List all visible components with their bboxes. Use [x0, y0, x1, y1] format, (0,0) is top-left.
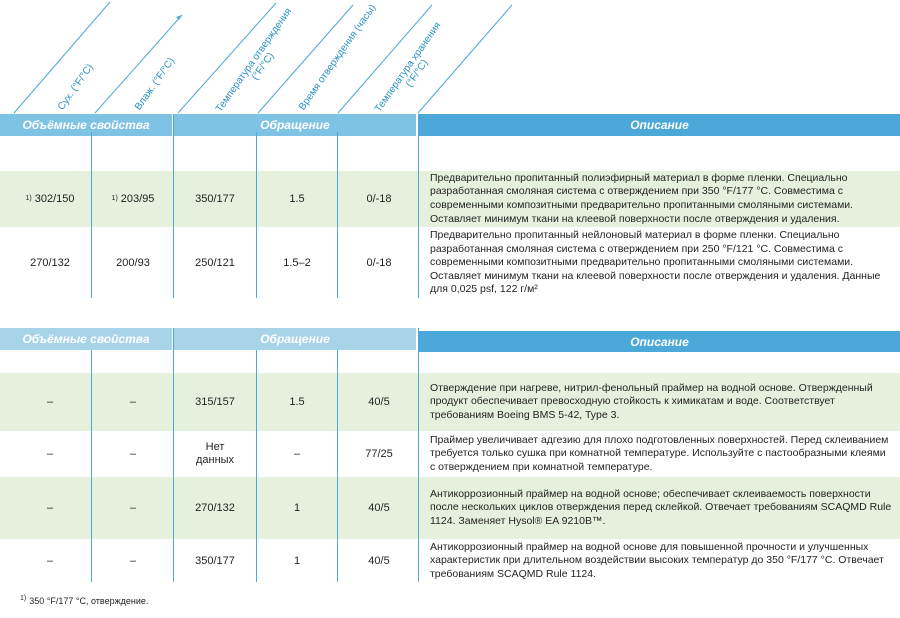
cell-dry: –: [46, 554, 54, 567]
cell-description: Предварительно пропитанный нейлоновый материал в форме пленки. Специально разработанная смоляная система с отверждением при 250 °F/121 °C. Совместима с современными композитными предварительно пропитанными смоляными системами. Оставляет минимум ткани на клеевой поверхности после отверждения и удаления. Данные для 0,025 psf, 122 г/м²: [430, 229, 881, 296]
section2-divider: [337, 350, 338, 582]
cell-dry: –: [46, 395, 54, 408]
cell-description: Предварительно пропитанный полиэфирный материал в форме пленки. Специально разработанная смоляная система с отверждением при 350 °F/177 °C. Совместима с современными композитными предварительно пропитанными смоляными системами. Оставляет минимум ткани на клеевой поверхности после отверждения и удаления.: [430, 171, 854, 225]
footnote-text: 350 °F/177 °C, отверждение.: [29, 596, 149, 606]
cell-storage: 77/25: [365, 447, 393, 460]
cell-cure-temp: 270/132: [195, 501, 235, 514]
cell-storage: 40/5: [368, 501, 390, 514]
arrow-head-icon: [176, 15, 182, 20]
section2-spacer: [0, 352, 900, 372]
cell-cure-time: 1: [293, 501, 301, 514]
cell-wet: –: [129, 554, 137, 567]
table-row: [0, 228, 900, 298]
section2-bar-volume: Объёмные свойства: [0, 328, 172, 350]
section1-divider: [173, 114, 174, 298]
section2-divider: [173, 328, 174, 582]
section1-bar-handling: Обращение: [174, 114, 416, 136]
table-row: [0, 540, 900, 582]
wet-value: 203/95: [120, 192, 155, 205]
cell-dry: –: [46, 447, 54, 460]
section1-bar-description: Описание: [419, 114, 900, 136]
section2-bar-description: Описание: [419, 331, 900, 353]
table-row: [0, 477, 900, 539]
cell-description: Антикоррозионный праймер на водной основе; обеспечивает склеиваемость поверхности после нескольких циклов отверждения перед склейкой. Отвечает требованиям SCAQMD Rule 1124. Заменяет Hysol® EA 9210B™.: [430, 487, 892, 527]
header-cure-temp: Температура отверждения (°F/°C): [214, 6, 295, 115]
footnote-mark: 1): [111, 194, 118, 202]
cell-cure-time: –: [293, 447, 301, 460]
cell-description: Антикоррозионный праймер на водной основе для повышенной прочности и улучшенных характеристик при длительном воздействии высоких температур до 350 °F/177 °C. Отвечает требованиям SCAQMD Rule 1124.: [430, 540, 884, 580]
section2-divider: [418, 328, 419, 582]
footnote-mark: 1): [25, 194, 32, 202]
cell-cure-temp: 315/157: [195, 395, 235, 408]
section2-divider: [256, 350, 257, 582]
cell-dry: [10, 171, 90, 227]
footnote: [20, 596, 148, 606]
cell-wet: –: [129, 447, 137, 460]
cell-cure-time: 1.5: [289, 192, 305, 205]
cell-cure-time: 1.5: [289, 395, 305, 408]
dry-value: 302/150: [34, 192, 75, 205]
section2-divider: [91, 350, 92, 582]
header-storage-temp: Температура хранения (°F/°C): [373, 20, 444, 115]
cell-wet: –: [129, 501, 137, 514]
section2-bar-handling: Обращение: [174, 328, 416, 350]
footnote-mark: 1): [20, 595, 27, 602]
table-row: [0, 373, 900, 431]
cell-description: Праймер увеличивает адгезию для плохо подготовленных поверхностей. Перед склеиванием требуется только сушка при комнатной температуре. Используйте с пастообразными клеями с отверждением при комнатной температуре.: [430, 433, 889, 473]
cell-wet: –: [129, 395, 137, 408]
cell-dry: 270/132: [30, 256, 70, 269]
cell-description: Отверждение при нагреве, нитрил-фенольный праймер на водной основе. Отвержденный продукт обеспечивает превосходную стойкость к химикатам и воде. Соответствует требованиям Boeing BMS 5-42, Type 3.: [430, 381, 873, 421]
section1-divider: [256, 132, 257, 298]
cell-cure-temp: 350/177: [195, 192, 235, 205]
cell-cure-temp: 250/121: [195, 256, 235, 269]
cell-cure-temp: 350/177: [195, 554, 235, 567]
header-cure-time: Время отверждения (часы): [297, 2, 379, 113]
section1-spacer: [0, 136, 900, 170]
diagonal-header-lines: [0, 0, 900, 118]
cell-dry: –: [46, 501, 54, 514]
cell-wet: 200/93: [116, 256, 150, 269]
cell-wet: [93, 171, 173, 227]
header-wet: Влаж. (°F/°C): [133, 55, 178, 113]
header-dry: Сух. (°F/°C): [56, 62, 96, 113]
section1-bar-volume: Объёмные свойства: [0, 114, 172, 136]
table-row: [0, 432, 900, 476]
section1-divider: [91, 132, 92, 298]
cell-cure-temp: Нет данных: [195, 441, 235, 466]
cell-storage: 0/-18: [366, 256, 392, 269]
cell-storage: 40/5: [368, 395, 390, 408]
table-row: [0, 171, 900, 227]
cell-cure-time: 1.5–2: [283, 256, 311, 269]
section1-divider: [418, 114, 419, 298]
section1-divider: [337, 132, 338, 298]
cell-storage: 0/-18: [366, 192, 392, 205]
cell-storage: 40/5: [368, 554, 390, 567]
cell-cure-time: 1: [293, 554, 301, 567]
